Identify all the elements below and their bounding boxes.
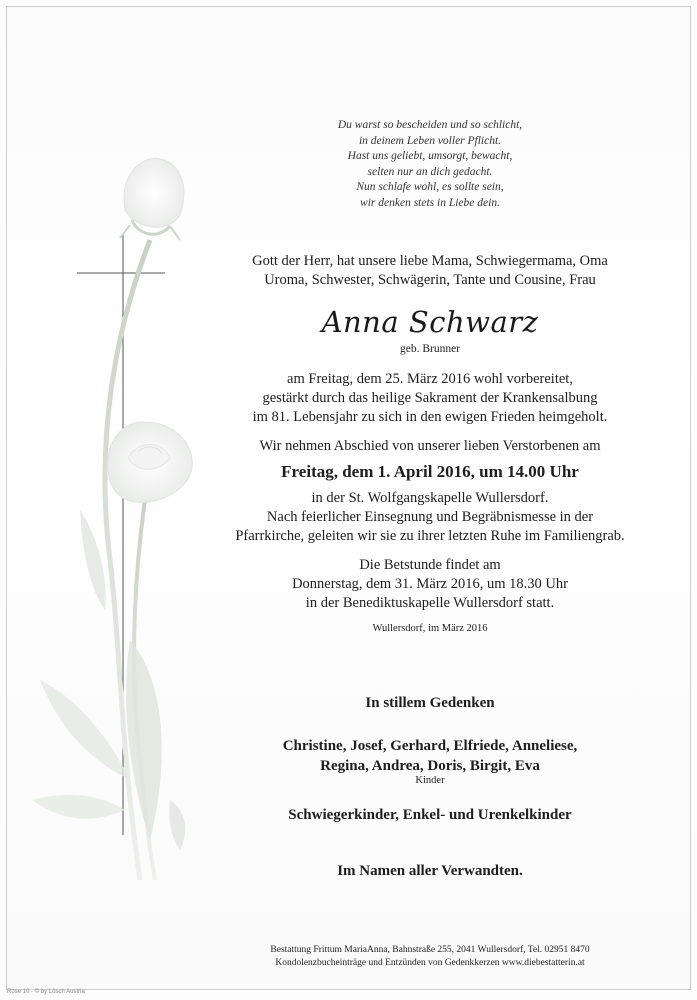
funeral-home-footer	[215, 944, 645, 970]
children-line: Regina, Andrea, Doris, Birgit, Eva	[320, 758, 540, 774]
poem-line: wir denken stets in Liebe dein.	[360, 196, 500, 209]
passing-line: gestärkt durch das heilige Sakrament der Krankensalbung	[262, 390, 598, 406]
relatives-line: Im Namen aller Verwandten.	[337, 863, 523, 879]
intro-text	[215, 252, 645, 290]
poem-line: selten nur an dich gedacht.	[367, 165, 493, 178]
farewell-date: Freitag, dem 1. April 2016, um 14.00 Uhr	[281, 462, 579, 481]
poem-line: Du warst so bescheiden und so schlicht,	[337, 119, 523, 131]
mourners-heading: In stillem Gedenken	[365, 695, 495, 711]
passing-text	[215, 370, 645, 427]
ceremony-line: Nach feierlicher Einsegnung und Begräbnismesse in der	[266, 509, 594, 525]
intro-line: Uroma, Schwester, Schwägerin, Tante und Cousine, Frau	[264, 272, 596, 288]
prayer-line: Donnerstag, dem 31. März 2016, um 18.30 Uhr	[292, 576, 568, 592]
children-names	[215, 736, 645, 776]
prayer-line: in der Benediktuskapelle Wullersdorf statt.	[305, 595, 555, 611]
rose-illustration	[20, 140, 230, 900]
intro-line: Gott der Herr, hat unsere liebe Mama, Schwiegermama, Oma	[252, 253, 608, 269]
footer-line: Kondolenzbucheinträge und Entzünden von Gedenkkerzen www.diebestatterin.at	[275, 958, 585, 968]
ceremony-text	[215, 489, 645, 546]
children-line: Christine, Josef, Gerhard, Elfriede, Anneliese,	[282, 738, 578, 754]
ceremony-line: Pfarrkirche, geleiten wir sie zu ihrer letzten Ruhe im Familiengrab.	[235, 528, 625, 544]
ceremony-line: in der St. Wolfgangskapelle Wullersdorf.	[311, 490, 549, 506]
farewell-intro: Wir nehmen Abschied von unserer lieben Verstorbenen am	[259, 438, 601, 454]
passing-line: am Freitag, dem 25. März 2016 wohl vorbereitet,	[287, 371, 573, 387]
poem-line: Nun schlafe wohl, es sollte sein,	[356, 181, 504, 193]
image-credit: Rose 10 - © by Lösch Austria	[7, 989, 85, 995]
prayer-text	[215, 556, 645, 613]
rose-bud-top	[120, 158, 184, 240]
deceased-name: Anna Schwarz	[321, 305, 539, 339]
poem-line: in deinem Leben voller Pflicht.	[358, 134, 502, 147]
poem-line: Hast uns geliebt, umsorgt, bewacht,	[347, 150, 513, 162]
extended-family: Schwiegerkinder, Enkel- und Urenkelkinder	[288, 807, 572, 823]
birth-name: geb. Brunner	[399, 343, 461, 355]
place-date: Wullersdorf, im März 2016	[372, 623, 488, 634]
poem	[215, 118, 645, 211]
prayer-line: Die Betstunde findet am	[359, 557, 501, 573]
footer-line: Bestattung Frittum MariaAnna, Bahnstraße 255, 2041 Wullersdorf, Tel. 02951 8470	[270, 945, 590, 955]
rose-flower	[108, 422, 193, 503]
passing-line: im 81. Lebensjahr zu sich in den ewigen Frieden heimgeholt.	[252, 409, 608, 425]
children-label: Kinder	[415, 775, 445, 786]
